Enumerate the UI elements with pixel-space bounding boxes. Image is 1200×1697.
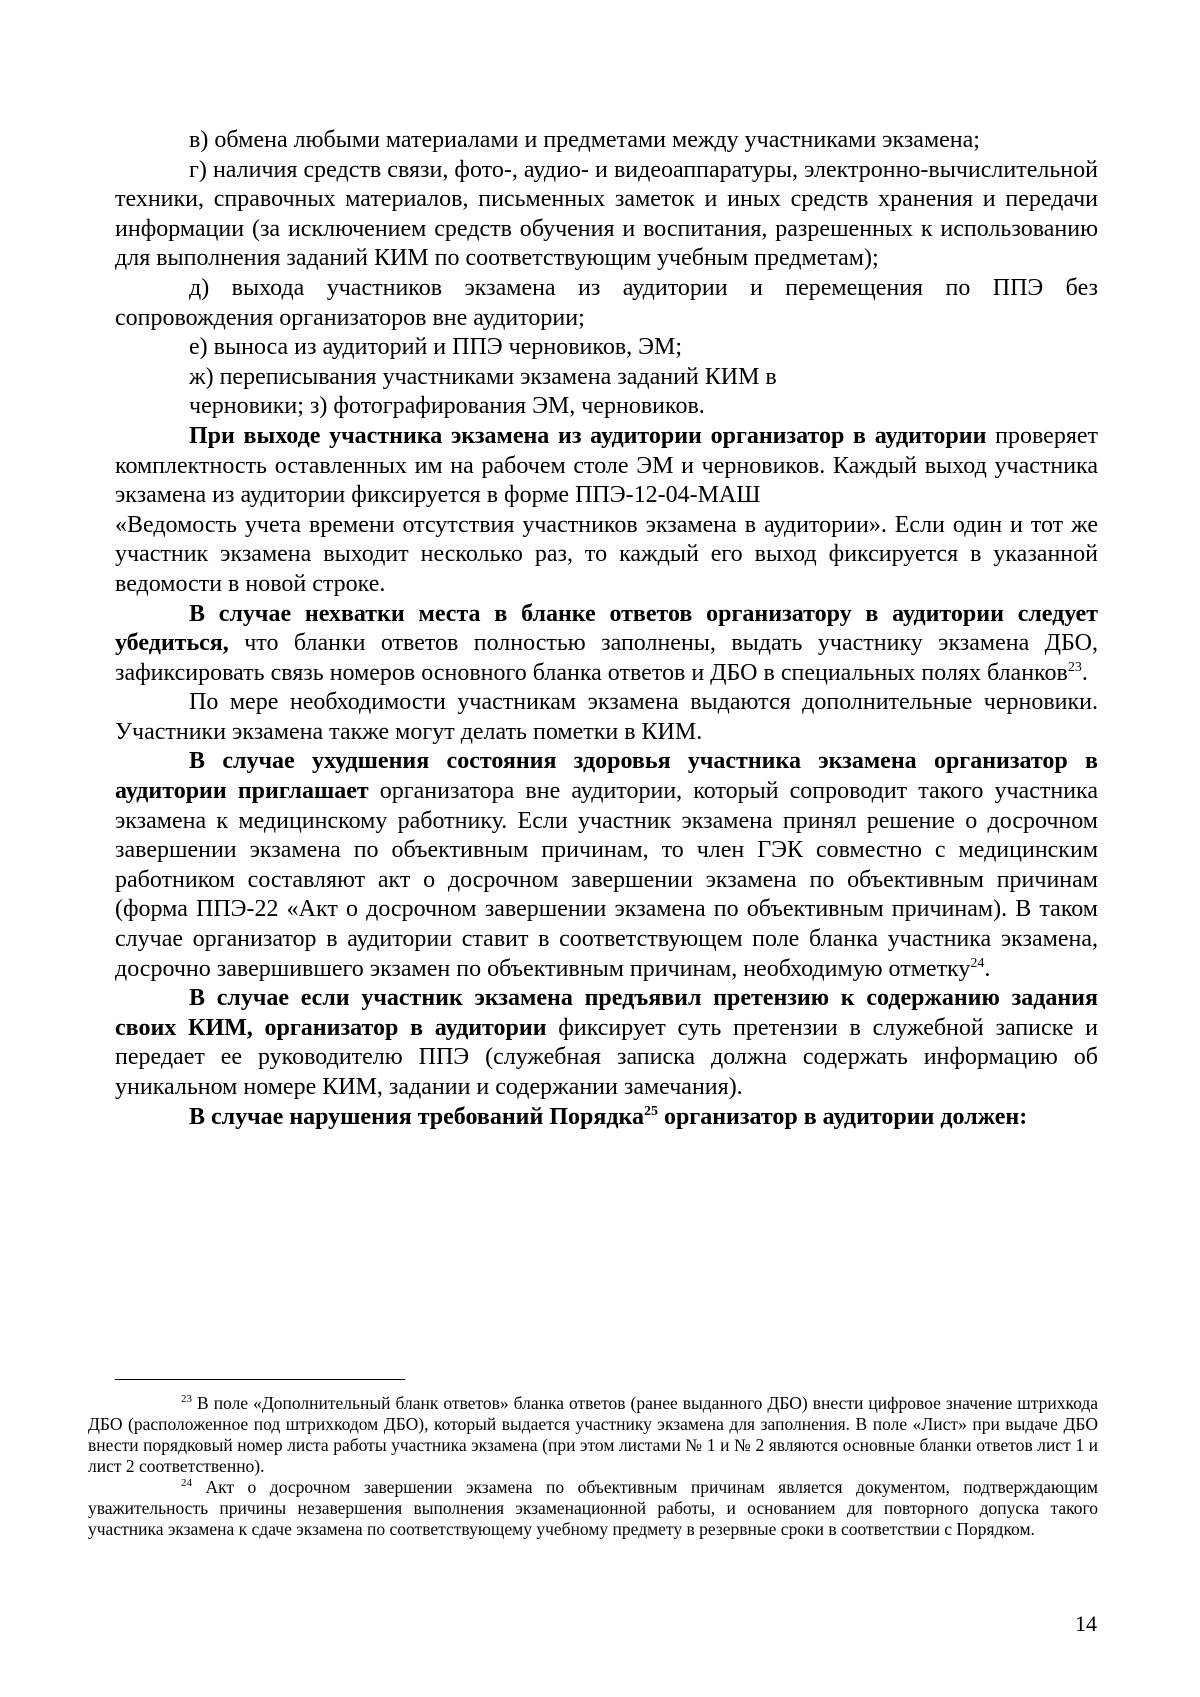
paragraph-health bbox=[115, 747, 1098, 984]
paragraph-exit-register: «Ведомость учета времени отсутствия участников экзамена в аудитории». Если один и тот же участник экзамена выходит несколько раз, то каждый его выход фиксируется в указанной ведомости в новой строке. bbox=[115, 511, 1098, 597]
paragraph-item-v: в) обмена любыми материалами и предметами между участниками экзамена; bbox=[189, 127, 980, 153]
footnote-24 bbox=[88, 1477, 1098, 1540]
footnote-23 bbox=[88, 1393, 1098, 1477]
paragraph-violation bbox=[115, 1103, 1098, 1133]
paragraph-item-e: е) выноса из аудиторий и ППЭ черновиков, ЭМ; bbox=[189, 334, 683, 361]
paragraph-drafts: По мере необходимости участникам экзамена выдаются дополнительные черновики. Участники экзамена также могут делать пометки в КИМ. bbox=[115, 689, 1098, 745]
paragraph-item-g: г) наличия средств связи, фото-, аудио- и видеоаппаратуры, электронно-вычислительной техники, справочных материалов, письменных заметок и иных средств хранения и передачи информации (за исключением средств обучения и воспитания, разрешенных к использованию для выполнения заданий КИМ по соответствующим учебным предметам); bbox=[115, 156, 1098, 272]
violation-heading-a: В случае нарушения требований Порядка bbox=[189, 1103, 644, 1130]
footnote-ref-25: 25 bbox=[643, 1103, 658, 1119]
footnote-24-mark: 24 bbox=[181, 1477, 192, 1489]
footnote-separator bbox=[115, 1379, 405, 1380]
footnote-24-text: Акт о досрочном завершении экзамена по объективным причинам является документом, подтверждающим уважительность причины незавершения выполнения экзаменационной работы, и основанием для повторного допуска такого участника экзамена к сдаче экзамена по соответствующему учебному предмету в резервные сроки в соответствии с Порядком. bbox=[88, 1477, 1098, 1539]
footnotes bbox=[88, 1393, 1098, 1540]
blank-shortage-end: . bbox=[1081, 659, 1088, 686]
violation-heading-b: организатор в аудитории должен: bbox=[657, 1103, 1028, 1130]
exit-rule-heading: При выходе участника экзамена из аудитории организатор в аудитории bbox=[189, 422, 987, 449]
blank-shortage-heading: В случае нехватки места в бланке ответов организатору в аудитории следует убедиться, bbox=[115, 600, 1098, 657]
claim-text: фиксирует суть претензии в служебной записке и передает ее руководителю ППЭ (служебная записка должна содержать информацию об уникальном номере КИМ, задании и содержании замечания). bbox=[115, 1014, 1099, 1100]
paragraph-claim bbox=[115, 984, 1098, 1102]
paragraph-item-z: черновики; з) фотографирования ЭМ, черновиков. bbox=[189, 393, 705, 420]
paragraph-blank-shortage bbox=[115, 600, 1098, 689]
health-end: . bbox=[984, 955, 991, 982]
health-text: организатора вне аудитории, который сопроводит такого участника экзамена к медицинскому работнику. Если участник экзамена принял решение о досрочном завершении экзамена по объективным причинам, то член ГЭК совместно с медицинским работником составляют акт о досрочном завершении экзамена по объективным причинам (форма ППЭ-22 «Акт о досрочном завершении экзамена по объективным причинам). В таком случае организатор в аудитории ставит в соответствующем поле бланка участника экзамена, досрочно завершившего экзамен по объективным причинам, необходимую отметку bbox=[115, 778, 1098, 982]
paragraph-item-d: д) выхода участников экзамена из аудитории и перемещения по ППЭ без сопровождения организаторов вне аудитории; bbox=[115, 274, 1098, 331]
paragraph-item-zh-text: ж) переписывания участниками экзамена заданий КИМ в bbox=[189, 363, 777, 390]
blank-shortage-text: что бланки ответов полностью заполнены, выдать участнику экзамена ДБО, зафиксировать связь номеров основного бланка ответов и ДБО в специальных полях бланков bbox=[115, 630, 1098, 686]
page-number: 14 bbox=[1075, 1611, 1097, 1636]
exit-rule-text: проверяет комплектность оставленных им на рабочем столе ЭМ и черновиков. Каждый выход участника экзамена из аудитории фиксируется в форме ППЭ-12-04-МАШ bbox=[115, 422, 1098, 509]
footnote-23-text: В поле «Дополнительный бланк ответов» бланка ответов (ранее выданного ДБО) внести цифровое значение штрихкода ДБО (расположенное под штрихкодом ДБО), который выдается участнику экзамена для заполнения. В поле «Лист» при выдаче ДБО внести порядковый номер листа работы участника экзамена (при этом листами № 1 и № 2 являются основные бланки ответов лист 1 и лист 2 соответственно). bbox=[88, 1393, 1098, 1476]
health-heading: В случае ухудшения состояния здоровья участника экзамена организатор в аудитории приглашает bbox=[115, 748, 1098, 805]
footnote-23-mark: 23 bbox=[181, 1393, 192, 1405]
main-text bbox=[115, 126, 1098, 1132]
claim-heading: В случае если участник экзамена предъявил претензию к содержанию задания своих КИМ, организатор в аудитории bbox=[115, 985, 1098, 1041]
footnote-ref-23: 23 bbox=[1067, 659, 1082, 675]
paragraph-exit-rule bbox=[115, 422, 1098, 511]
footnote-ref-24: 24 bbox=[970, 955, 985, 971]
paragraph-item-zh bbox=[115, 363, 1098, 393]
